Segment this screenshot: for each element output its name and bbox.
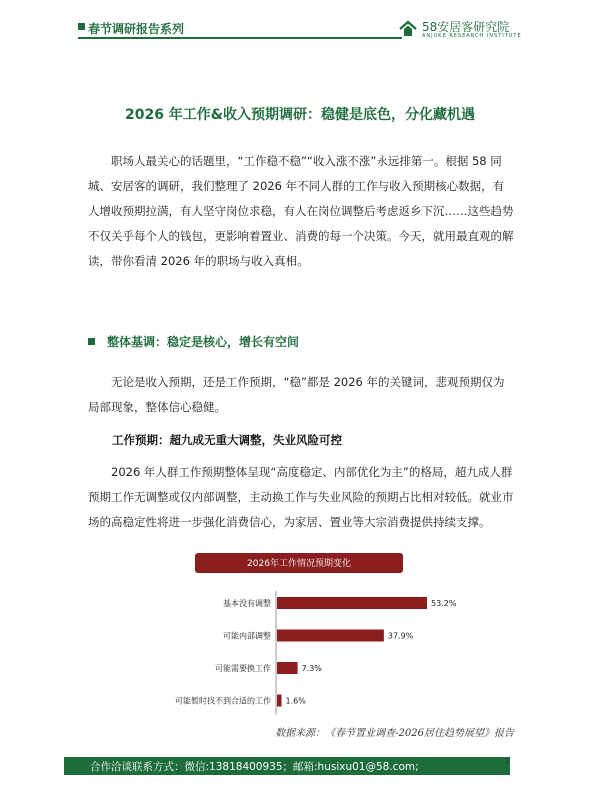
- value-label: 1.6%: [285, 696, 306, 706]
- page-number: 1: [505, 757, 511, 766]
- bar: [277, 630, 384, 642]
- section-heading: [88, 333, 299, 350]
- house-logo-icon: [398, 19, 418, 39]
- bar: [277, 597, 427, 609]
- intro-paragraph: 职场人最关心的话题里，“工作稳不稳”“收入涨不涨”永远排第一。根据 58 同城、安居客的调研，我们整理了 2026 年不同人群的工作与收入预期核心数据，有人增收预期拉满，有人坚守岗位求稳，有人在岗位调整后考虑返乡下沉……这些趋势不仅关乎每个人的钱包，更影响着置业、消费的每一个决策。今天，就用最直观的解读，带你看清 2026 年的职场与收入真相。: [88, 154, 514, 268]
- footer-bar: [64, 757, 510, 775]
- chart-title: 2026年工作情况预期变化: [247, 559, 351, 569]
- bar: [277, 695, 282, 707]
- bar: [277, 662, 298, 674]
- category-label: 可能内部调整: [223, 631, 271, 641]
- article-title: 2026 年工作&收入预期调研：稳健是底色，分化藏机遇: [124, 107, 476, 123]
- sub-heading: 工作预期：超九成无重大调整，失业风险可控: [112, 433, 342, 447]
- data-source: 数据来源：《春节置业调查-2026居住趋势展望》报告: [275, 728, 514, 739]
- section-square-icon: [88, 338, 95, 345]
- footer-contact: 合作洽谈联系方式：微信:13818400935；邮箱:husixu01@58.com;: [90, 761, 419, 773]
- logo-subtext: ANJUKE RESEARCH INSTITUTE: [422, 33, 522, 39]
- section-heading-text: 整体基调：稳定是核心，增长有空间: [107, 335, 300, 349]
- header-square-icon: [78, 23, 85, 30]
- value-label: 37.9%: [387, 631, 414, 641]
- section-paragraph: 无论是收入预期，还是工作预期，“稳”都是 2026 年的关键词，悲观预期仅为局部现象，整体信心稳健。: [88, 375, 505, 414]
- company-logo: [398, 16, 522, 44]
- page-header: [0, 0, 600, 44]
- logo-text: 58安居客研究院: [422, 20, 510, 34]
- value-label: 53.2%: [431, 599, 457, 608]
- category-label: 可能暂时找不到合适的工作: [175, 696, 271, 706]
- category-label: 基本没有调整: [223, 599, 271, 608]
- header-divider: [78, 37, 402, 39]
- value-label: 7.3%: [301, 664, 322, 673]
- category-label: 可能需要换工作: [215, 664, 271, 673]
- series-title: 春节调研报告系列: [88, 22, 185, 36]
- sub-paragraph: 2026 年人群工作预期整体呈现“高度稳定、内部优化为主”的格局，超九成人群预期工作无调整或仅内部调整，主动换工作与失业风险的预期占比相对较低。就业市场的高稳定性将进一步强化消费信心，为家居、置业等大宗消费提供持续支撑。: [88, 465, 514, 529]
- chart-title-box: [195, 553, 403, 573]
